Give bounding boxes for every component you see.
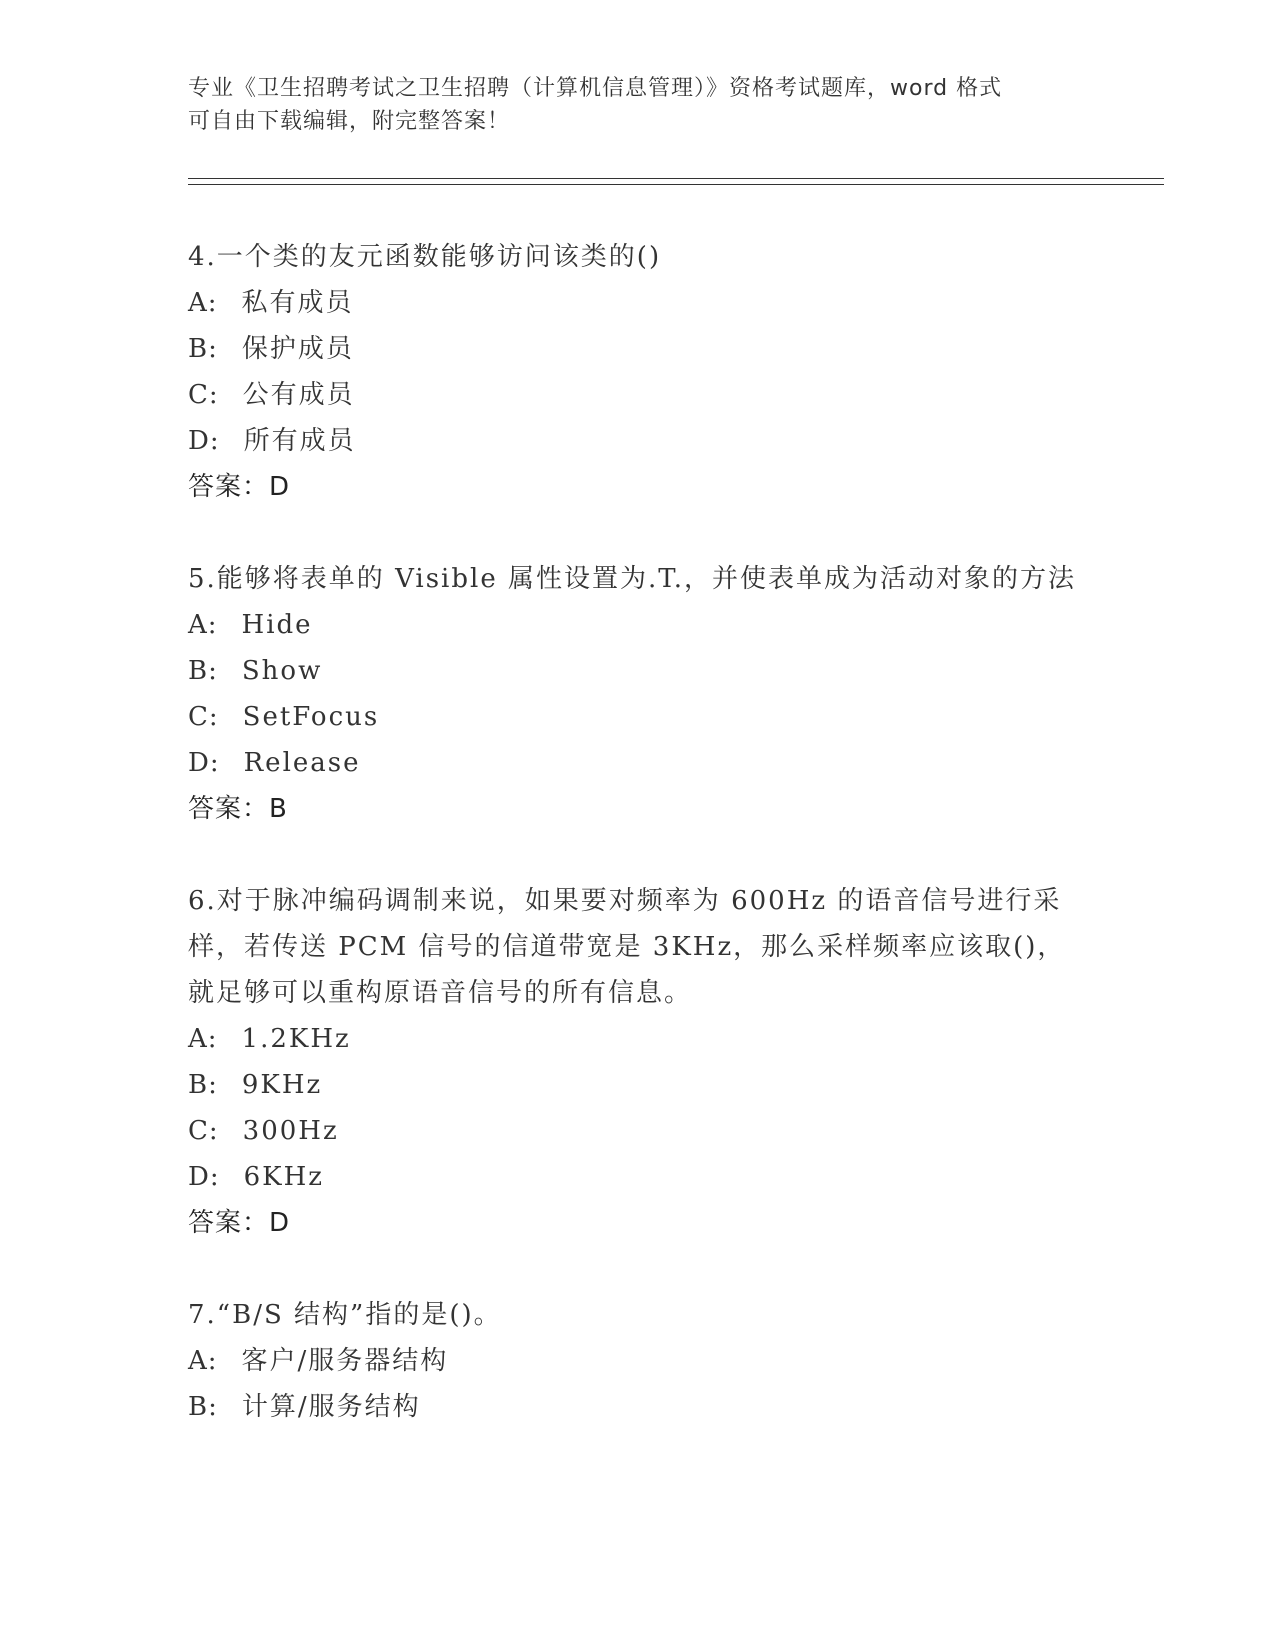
- question-text: 7.“B/S 结构”指的是()。: [188, 1300, 502, 1330]
- option-text: 保护成员: [241, 334, 354, 364]
- option-text: 计算/服务结构: [241, 1392, 421, 1422]
- option-letter: B:: [188, 1392, 218, 1422]
- option-letter: B:: [188, 1070, 218, 1100]
- document-header: [188, 72, 1088, 138]
- header-divider-top: [188, 178, 1164, 179]
- option-letter: C:: [188, 1116, 219, 1146]
- answer-line: 答案：D: [188, 472, 291, 502]
- option-letter: A:: [188, 1346, 218, 1376]
- option-letter: C:: [188, 702, 219, 732]
- question-4: [188, 234, 1088, 510]
- option-c: [188, 694, 1088, 740]
- question-5: [188, 556, 1088, 832]
- option-letter: A:: [188, 288, 218, 318]
- question-text: 5.能够将表单的 Visible 属性设置为.T.，并使表单成为活动对象的方法: [188, 564, 1077, 594]
- option-d: [188, 1154, 1088, 1200]
- option-a: [188, 1016, 1088, 1062]
- option-letter: C:: [188, 380, 219, 410]
- option-b: [188, 1062, 1088, 1108]
- option-text: 所有成员: [243, 426, 356, 456]
- option-text: 300Hz: [242, 1116, 339, 1146]
- header-line-1: 专业《卫生招聘考试之卫生招聘（计算机信息管理）》资格考试题库，word 格式: [188, 76, 1003, 101]
- option-a: [188, 280, 1088, 326]
- option-c: [188, 372, 1088, 418]
- option-text: 公有成员: [242, 380, 355, 410]
- question-7: [188, 1292, 1088, 1430]
- option-text: 客户/服务器结构: [241, 1346, 449, 1376]
- option-letter: B:: [188, 334, 218, 364]
- option-letter: D:: [188, 426, 220, 456]
- question-text: 6.对于脉冲编码调制来说，如果要对频率为 600Hz 的语音信号进行采样，若传送 PCM 信号的信道带宽是 3KHz，那么采样频率应该取()，就足够可以重构原语音信号的所有信息。: [188, 886, 1066, 1008]
- answer-line: 答案：B: [188, 794, 288, 824]
- option-text: Show: [241, 656, 323, 686]
- header-line-2: 可自由下载编辑，附完整答案！: [188, 109, 511, 134]
- option-b: [188, 326, 1088, 372]
- header-divider-bottom: [188, 184, 1164, 185]
- option-text: 6KHz: [243, 1162, 324, 1192]
- option-text: Hide: [241, 610, 313, 640]
- option-letter: B:: [188, 656, 218, 686]
- option-letter: D:: [188, 748, 220, 778]
- option-c: [188, 1108, 1088, 1154]
- option-text: Release: [243, 748, 361, 778]
- option-b: [188, 648, 1088, 694]
- option-a: [188, 1338, 1088, 1384]
- option-text: SetFocus: [242, 702, 380, 732]
- option-d: [188, 740, 1088, 786]
- option-b: [188, 1384, 1088, 1430]
- option-letter: A:: [188, 610, 218, 640]
- question-list: [188, 234, 1088, 1476]
- option-letter: D:: [188, 1162, 220, 1192]
- option-text: 私有成员: [241, 288, 354, 318]
- option-a: [188, 602, 1088, 648]
- option-letter: A:: [188, 1024, 218, 1054]
- answer-line: 答案：D: [188, 1208, 291, 1238]
- option-d: [188, 418, 1088, 464]
- question-text: 4.一个类的友元函数能够访问该类的(): [188, 242, 662, 272]
- option-text: 1.2KHz: [241, 1024, 351, 1054]
- option-text: 9KHz: [241, 1070, 323, 1100]
- question-6: [188, 878, 1088, 1246]
